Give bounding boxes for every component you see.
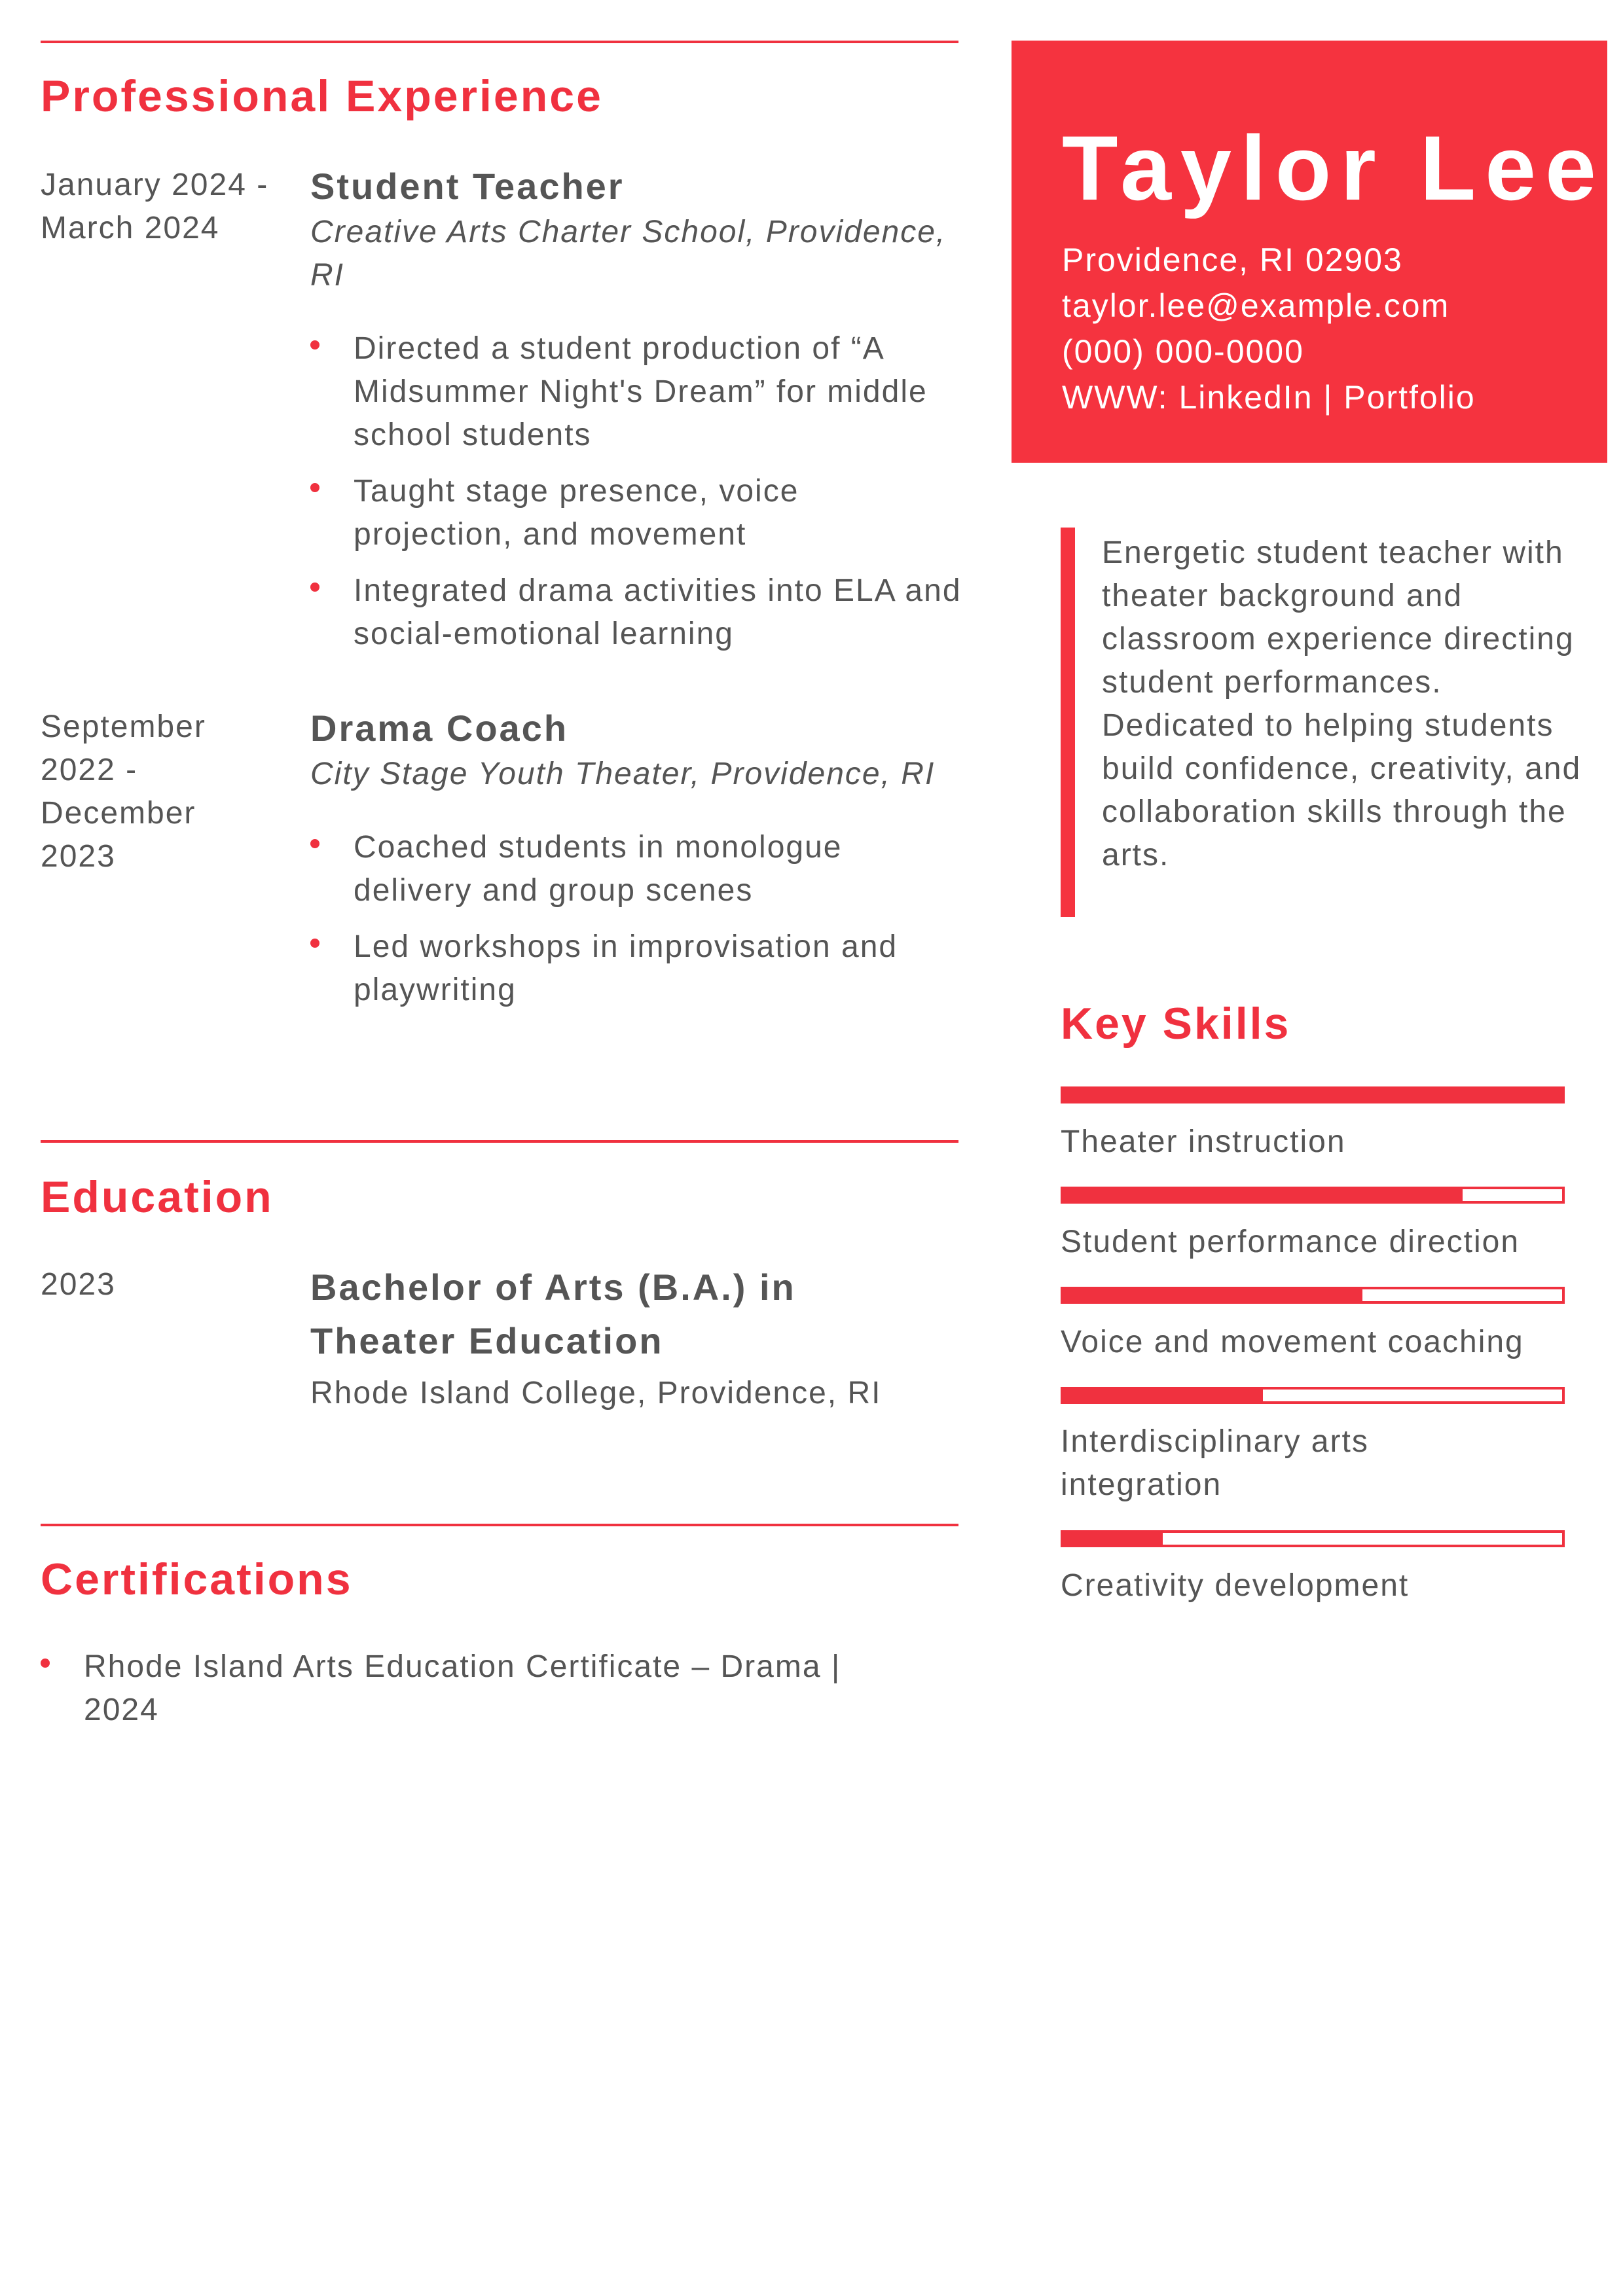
degree-title: Bachelor of Arts (B.A.) in Theater Education — [310, 1266, 796, 1361]
bullet-text: Coached students in monologue delivery and group scenes — [354, 830, 843, 908]
certifications-section-title: Certifications — [41, 1554, 353, 1604]
experience-divider — [41, 41, 958, 43]
bullet-item — [310, 925, 965, 1012]
job-title: Drama Coach — [310, 708, 569, 749]
contact-phone: (000) 000-0000 — [1062, 333, 1304, 370]
skill-label: Student performance direction — [1061, 1225, 1520, 1259]
bullet-dot-icon — [41, 1659, 50, 1668]
skills-section-title: Key Skills — [1061, 999, 1291, 1049]
skill-label: Interdisciplinary arts integration — [1061, 1424, 1369, 1502]
contact-email[interactable]: taylor.lee@example.com — [1062, 287, 1450, 324]
bullet-dot-icon — [310, 839, 319, 848]
school-name: Rhode Island College, Providence, RI — [310, 1376, 882, 1410]
skill-label: Theater instruction — [1061, 1124, 1346, 1159]
education-date: 2023 — [41, 1267, 116, 1302]
skill-label: Voice and movement coaching — [1061, 1325, 1524, 1359]
bullet-item — [310, 826, 965, 912]
education-section-title: Education — [41, 1172, 274, 1222]
certifications-divider — [41, 1524, 958, 1526]
bullet-text: Integrated drama activities into ELA and social-emotional learning — [354, 573, 962, 651]
job-title: Student Teacher — [310, 166, 625, 207]
bullet-text: Led workshops in improvisation and playwriting — [354, 929, 898, 1007]
skill-level-fill — [1063, 1390, 1263, 1401]
skill-level-fill — [1063, 1089, 1562, 1101]
bullet-dot-icon — [310, 340, 319, 350]
skill-level-bar — [1061, 1086, 1565, 1103]
skill-label: Creativity development — [1061, 1568, 1410, 1603]
certifications-list — [41, 1645, 918, 1732]
skill-level-bar — [1061, 1387, 1565, 1404]
job-body — [310, 164, 965, 656]
job-company: City Stage Youth Theater, Providence, RI — [310, 757, 936, 791]
skill-level-fill — [1063, 1189, 1463, 1201]
skill-level-fill — [1063, 1289, 1362, 1301]
certification-item — [41, 1645, 918, 1732]
education-divider — [41, 1140, 958, 1143]
job-body — [310, 706, 965, 1012]
bullet-dot-icon — [310, 583, 319, 592]
bullet-dot-icon — [310, 939, 319, 948]
contact-web[interactable]: WWW: LinkedIn | Portfolio — [1062, 379, 1476, 416]
skill-level-bar — [1061, 1530, 1565, 1547]
bullet-text: Directed a student production of “A Midsummer Night's Dream” for middle school students — [354, 331, 928, 452]
candidate-name: Taylor Lee — [1062, 117, 1605, 219]
contact-info — [1062, 237, 1476, 420]
bullet-item — [310, 327, 965, 457]
job-date: January 2024 - March 2024 — [41, 168, 269, 245]
skill-level-bar — [1061, 1187, 1565, 1204]
skill-level-fill — [1063, 1533, 1163, 1545]
education-body — [310, 1263, 965, 1415]
job-date: September 2022 - December 2023 — [41, 709, 206, 874]
summary-accent-bar — [1061, 528, 1075, 917]
experience-section-title: Professional Experience — [41, 71, 603, 121]
skill-level-bar — [1061, 1287, 1565, 1304]
bullet-dot-icon — [310, 483, 319, 492]
job-company: Creative Arts Charter School, Providence, RI — [310, 215, 947, 293]
job-bullets — [310, 327, 965, 656]
job-bullets — [310, 826, 965, 1012]
bullet-item — [310, 569, 965, 656]
certification-text: Rhode Island Arts Education Certificate – Drama | 2024 — [84, 1649, 841, 1727]
header-panel — [1012, 41, 1607, 463]
bullet-text: Taught stage presence, voice projection, and movement — [354, 474, 799, 552]
bullet-item — [310, 470, 965, 556]
contact-location: Providence, RI 02903 — [1062, 242, 1403, 278]
summary-text: Energetic student teacher with theater background and classroom experience directing student performances. Dedicated to helping students build confidence, creativity, and collaboration skills through the arts. — [1102, 535, 1582, 872]
